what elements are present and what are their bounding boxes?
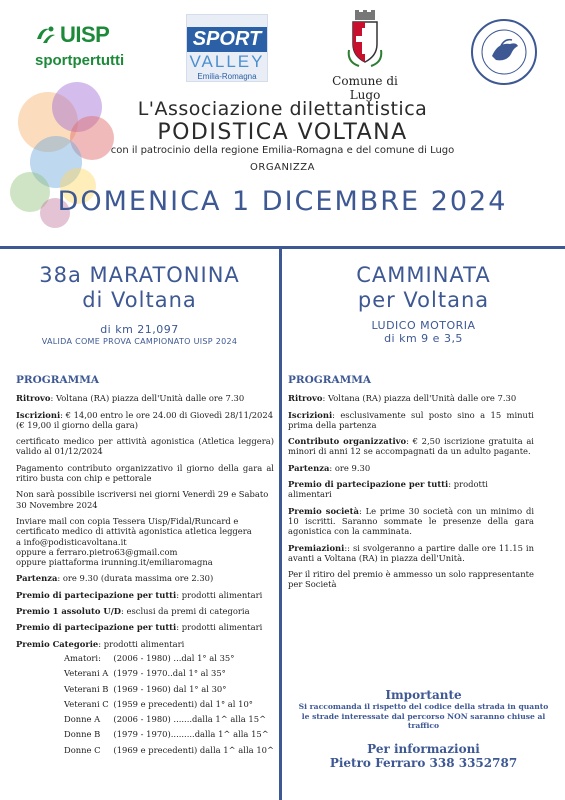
uisp-swirl-icon	[35, 25, 57, 45]
header-patronage: con il patrocinio della regione Emilia-Romagna e del comune di Lugo	[110, 145, 455, 156]
uisp-logo	[35, 22, 135, 69]
premio-partecipazione-line-2: Premio di partecipazione per tutti: prodotti alimentari	[16, 622, 263, 633]
ritrovo-line: Ritrovo: Voltana (RA) piazza dell'Unità dalle ore 7.30	[288, 393, 517, 404]
camminata-distance: di km 9 e 3,5	[384, 332, 463, 345]
pagamento-line: Pagamento contributo organizzativo il giorno della gara al ritiro busta con chip e pettorale	[16, 462, 274, 484]
header-association: L'Associazione dilettantistica	[137, 98, 428, 120]
partenza-line: Partenza: ore 9.30 (durata massima ore 2.30)	[16, 573, 214, 584]
premio-assoluto-line: Premio 1 assoluto U/D: esclusi da premi di categoria	[16, 606, 250, 617]
circular-association-logo	[470, 18, 538, 90]
contributo-line: Contributo organizzativo: € 2,50 iscrizione gratuita ai minori di anni 12 se accompagnati da un adulto pagante.	[288, 436, 534, 457]
event-date: DOMENICA 1 DICEMBRE 2024	[57, 186, 508, 217]
email-info-link[interactable]: a info@podisticavoltana.it	[16, 536, 127, 547]
camminata-place: per Voltana	[357, 288, 490, 312]
uisp-name: UISP	[60, 22, 110, 47]
table-row: Veterani C (1959 e precedenti) dal 1° al 10°	[64, 698, 253, 709]
premio-categorie-line: Premio Categorie: prodotti alimentari	[16, 638, 185, 649]
table-row: Donne A (2006 - 1980) .......dalla 1^ alla 15^	[64, 714, 267, 725]
iscrizioni-line: Iscrizioni: esclusivamente sul posto sino a 15 minuti prima della partenza	[288, 409, 534, 430]
ritiro-premio-line: Per il ritiro del premio è ammesso un solo rappresentante per Società	[288, 569, 534, 590]
table-row: Veterani A (1979 - 1970..dal 1° al 35°	[64, 668, 226, 679]
categories-table	[64, 653, 274, 760]
iscrizioni-line: Iscrizioni: € 14,00 entro le ore 24.00 di Giovedì 28/11/2024 (€ 19,00 il giorno della gara)	[16, 409, 274, 430]
ritrovo-line: Ritrovo: Voltana (RA) piazza dell'Unità dalle ore 7.30	[16, 393, 245, 404]
lugo-crest-icon	[345, 10, 385, 68]
info-contact: Pietro Ferraro 338 3352787	[329, 756, 518, 770]
camminata-title: CAMMINATA	[356, 263, 491, 287]
uisp-subtitle: sportpertutti	[35, 52, 125, 69]
premio-partecipazione-line: Premio di partecipazione per tutti: prodotti alimentari	[16, 589, 263, 600]
header-organizza: ORGANIZZA	[250, 162, 315, 173]
sport-valley-region: Emilia-Romagna	[197, 72, 257, 81]
maratonina-program	[16, 375, 274, 760]
premiazioni-line: Premiazioni:: si svolgeranno a partire dalle ore 11.15 in avanti a Voltana (RA) in piazza dell'Unità.	[288, 542, 534, 563]
premio-societa-line: Premio società: Le prime 30 società con un minimo di 10 iscritti. Saranno sommate le presenze della gara agonistica con la camminata.	[288, 505, 534, 537]
camminata-type: LUDICO MOTORIA	[371, 319, 476, 332]
sport-valley-top: SPORT	[187, 27, 267, 52]
email-ferraro-link[interactable]: oppure a ferraro.pietro63@gmail.com	[16, 546, 178, 557]
mail-block: Inviare mail con copia Tessera Uisp/Fidal/Runcard e certificato medico di attività agonistica atletica leggera a info@podisticavoltana.it oppure a ferraro.pietro63@gmail.com oppure piattaforma irunning.it/emiliaromagna	[16, 516, 274, 567]
importante-box	[282, 688, 565, 731]
sport-valley-logo	[186, 14, 268, 82]
program-title: PROGRAMMA	[288, 374, 372, 386]
importante-text: Si raccomanda il rispetto del codice della strada in quanto le strade interessate dal percorso NON saranno chiuse al traffico	[298, 702, 549, 730]
non-possibile-line: Non sarà possibile iscriversi nei giorni Venerdì 29 e Sabato 30 Novembre 2024	[16, 489, 269, 510]
table-row: Donne C (1969 e precedenti) dalla 1^ alla 10^	[64, 744, 274, 755]
maratonina-distance: di km 21,097	[100, 323, 179, 336]
table-row: Amatori: (2006 - 1980) ...dal 1° al 35°	[64, 652, 235, 663]
table-row: Veterani B (1969 - 1960) dal 1° al 30°	[64, 683, 227, 694]
irunning-link[interactable]: oppure piattaforma irunning.it/emiliaromagna	[16, 557, 213, 568]
dove-seal-icon	[470, 18, 538, 86]
info-title: Per informazioni	[367, 742, 480, 756]
camminata-program	[288, 375, 534, 596]
horizontal-divider	[0, 246, 565, 249]
partenza-line: Partenza: ore 9.30	[288, 462, 371, 473]
maratonina-heading	[0, 263, 279, 347]
camminata-heading	[282, 263, 565, 345]
maratonina-title: 38a MARATONINA	[39, 263, 240, 287]
premio-partecipazione-line: Premio di partecipazione per tutti: prodotti alimentari	[288, 479, 488, 500]
maratonina-validity: VALIDA COME PROVA CAMPIONATO UISP 2024	[41, 337, 238, 346]
info-box	[282, 742, 565, 770]
comune-lugo-name: Comune di Lugo	[332, 74, 398, 102]
sport-valley-mid: VALLEY	[189, 52, 265, 71]
header-club-name: PODISTICA VOLTANA	[157, 120, 408, 145]
importante-title: Importante	[385, 688, 462, 702]
certificato-line: certificato medico per attività agonistica (Atletica leggera) valido al 01/12/2024	[16, 436, 274, 457]
program-title: PROGRAMMA	[16, 374, 100, 386]
table-row: Donne B (1979 - 1970).........dalla 1^ alla 15^	[64, 729, 269, 740]
maratonina-place: di Voltana	[82, 288, 197, 312]
